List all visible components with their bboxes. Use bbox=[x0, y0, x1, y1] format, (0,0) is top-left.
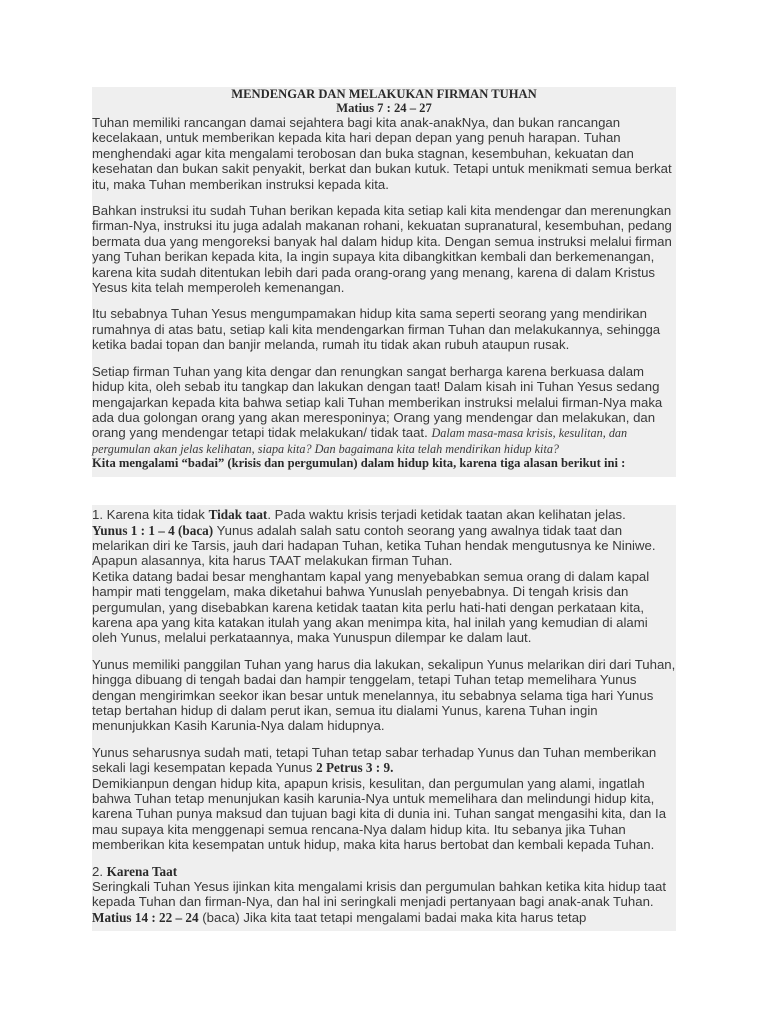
reason-1-prefix: 1. Karena kita tidak bbox=[92, 507, 209, 523]
reason-1-paragraph-3: Yunus memiliki panggilan Tuhan yang harus dia lakukan, sekalipun Yunus melarikan diri dari Tuhan, hingga dibuang di tengah badai dan hampir tenggelam, tetapi Tuhan tetap memelihara Yunus dengan mengirimkan seekor ikan besar untuk menelannya, itu sebabnya selama tiga hari Yunus tetap bertahan hidup di dalam perut ikan, semua itu dialami Yunus, karena Tuhan ingin menunjukkan Kasih Karunia-Nya dalam hidupnya. bbox=[92, 656, 676, 734]
reason-2-prefix: 2. bbox=[92, 863, 107, 879]
reason-2-heading bbox=[92, 864, 676, 879]
reason-2-paragraph-1-text: Seringkali Tuhan Yesus ijinkan kita mengalami krisis dan pergumulan bahkan ketika kita hidup taat kepada Tuhan dan firman-Nya, dan hal ini seringkali menjadi pertanyaan bagi anak-anak Tuhan. bbox=[92, 879, 666, 910]
section-divider bbox=[92, 477, 676, 505]
intro-section bbox=[92, 87, 676, 477]
document bbox=[92, 87, 676, 931]
scripture-reference: Matius 7 : 24 – 27 bbox=[336, 101, 432, 115]
reason-1-paragraph-1-text: Yunus adalah salah satu contoh seorang yang awalnya tidak taat dan melarikan diri ke Tarsis, jauh dari hadapan Tuhan, ketika Tuhan hendak mengutusnya ke Niniwe. Apapun alasannya, kita harus TAAT melakukan firman Tuhan. bbox=[92, 522, 656, 569]
intro-paragraph-4-text: Setiap firman Tuhan yang kita dengar dan renungkan sangat berharga karena berkuasa dalam hidup kita, oleh sebab itu tangkap dan lakukan dengan taat! Dalam kisah ini Tuhan Yesus sedang mengajarkan kepada kita bahwa setiap kali Tuhan memberikan instruksi melalui firman-Nya maka ada dua golongan orang yang akan meresponinya; Orang yang mendengar dan melakukan, dan orang yang mendengar tetapi tidak melakukan/ tidak taat. bbox=[92, 363, 663, 441]
reason-1-heading bbox=[92, 507, 676, 522]
bible-reference-matius-14: Matius 14 : 22 – 24 bbox=[92, 909, 199, 925]
reason-2-paragraph-1-rest: (baca) Jika kita taat tetapi mengalami badai maka kita harus tetap bbox=[198, 909, 587, 925]
reason-1-paragraph-2: Ketika datang badai besar menghantam kapal yang menyebabkan semua orang di dalam kapal hampir mati tenggelam, maka diketahui bahwa Yunuslah penyebabnya. Di tengah krisis dan pergumulan, yang disebabkan karena ketidak taatan kita perlu hati-hati dengan perkataan kita, karena apa yang kita katakan itulah yang akan menimpa kita, hal inilah yang kemudian di alami oleh Yunus, melalui perkataannya, maka Yunuspun dilempar ke dalam laut. bbox=[92, 568, 650, 646]
intro-paragraph-2: Bahkan instruksi itu sudah Tuhan berikan kepada kita setiap kali kita mendengar dan merenungkan firman-Nya, instruksi itu juga adalah makanan rohani, kekuatan supranatural, kesembuhan, pedang bermata dua yang mengoreksi banyak hal dalam hidup kita. Dengan semua instruksi melalui firman yang Tuhan berikan kepada kita, Ia ingin supaya kita dibangkitkan kembali dan berkemenangan, karena kita sudah ditentukan lebih dari pada orang-orang yang menang, karena di dalam Kristus Yesus kita telah memperoleh kemenangan. bbox=[92, 203, 672, 296]
document-title: MENDENGAR DAN MELAKUKAN FIRMAN TUHAN bbox=[231, 87, 537, 101]
reason-1-paragraph-4-text: Yunus seharusnya sudah mati, tetapi Tuhan tetap sabar terhadap Yunus dan Tuhan memberikan sekali lagi kesempatan kepada Yunus bbox=[92, 744, 657, 776]
reason-1-title: Tidak taat bbox=[208, 507, 268, 523]
reasons-lead: Kita mengalami “badai” (krisis dan pergumulan) dalam hidup kita, karena tiga alasan berikut ini : bbox=[92, 456, 626, 471]
reason-1-paragraph-1 bbox=[92, 523, 676, 569]
reason-2-paragraph-1 bbox=[92, 879, 676, 925]
intro-paragraph-4 bbox=[92, 364, 676, 456]
reason-1-suffix: . Pada waktu krisis terjadi ketidak taatan akan kelihatan jelas. bbox=[267, 507, 626, 523]
intro-paragraph-1: Tuhan memiliki rancangan damai sejahtera bagi kita anak-anakNya, dan bukan rancangan kecelakaan, untuk memberikan kepada kita hari depan depan yang penuh harapan. Tuhan menghendaki agar kita mengalami terobosan dan buka stagnan, kesembuhan, kekuatan dan kesehatan dan bukan sakit penyakit, berkat dan bukan kutuk. Tetapi untuk menikmati semua berkat itu, maka Tuhan memberikan instruksi kepada kita. bbox=[92, 115, 672, 192]
reason-1-paragraph-4 bbox=[92, 745, 676, 776]
reasons-section bbox=[92, 505, 676, 931]
bible-reference-petrus: 2 Petrus 3 : 9. bbox=[316, 760, 394, 776]
intro-paragraph-4-italic: Dalam masa-masa krisis, kesulitan, dan pergumulan akan jelas kelihatan, siapa kita? Dan bagaimana kita telah mendirikan hidup kita? bbox=[92, 426, 628, 456]
bible-reference-yunus: Yunus 1 : 1 – 4 (baca) bbox=[92, 522, 214, 538]
reason-2-title: Karena Taat bbox=[106, 863, 178, 879]
reason-1-paragraph-5: Demikianpun dengan hidup kita, apapun krisis, kesulitan, dan pergumulan yang alami, ingatlah bahwa Tuhan tetap menunjukan kasih karunia-Nya untuk memelihara dan melindungi hidup kita, karena Tuhan punya maksud dan tujuan bagi kita di dunia ini. Tuhan sangat mengasihi kita, dan Ia mau supaya kita menggenapi semua rencana-Nya dalam hidup kita. Itu sebanya jika Tuhan memberikan kita kesempatan untuk hidup, maka kita harus bertobat dan kembali kepada Tuhan. bbox=[92, 775, 667, 853]
intro-paragraph-3: Itu sebabnya Tuhan Yesus mengumpamakan hidup kita sama seperti seorang yang mendirikan rumahnya di atas batu, setiap kali kita mendengarkan firman Tuhan dan melakukannya, sehingga ketika badai topan dan banjir melanda, rumah itu tidak akan rubuh ataupun rusak. bbox=[92, 306, 661, 353]
